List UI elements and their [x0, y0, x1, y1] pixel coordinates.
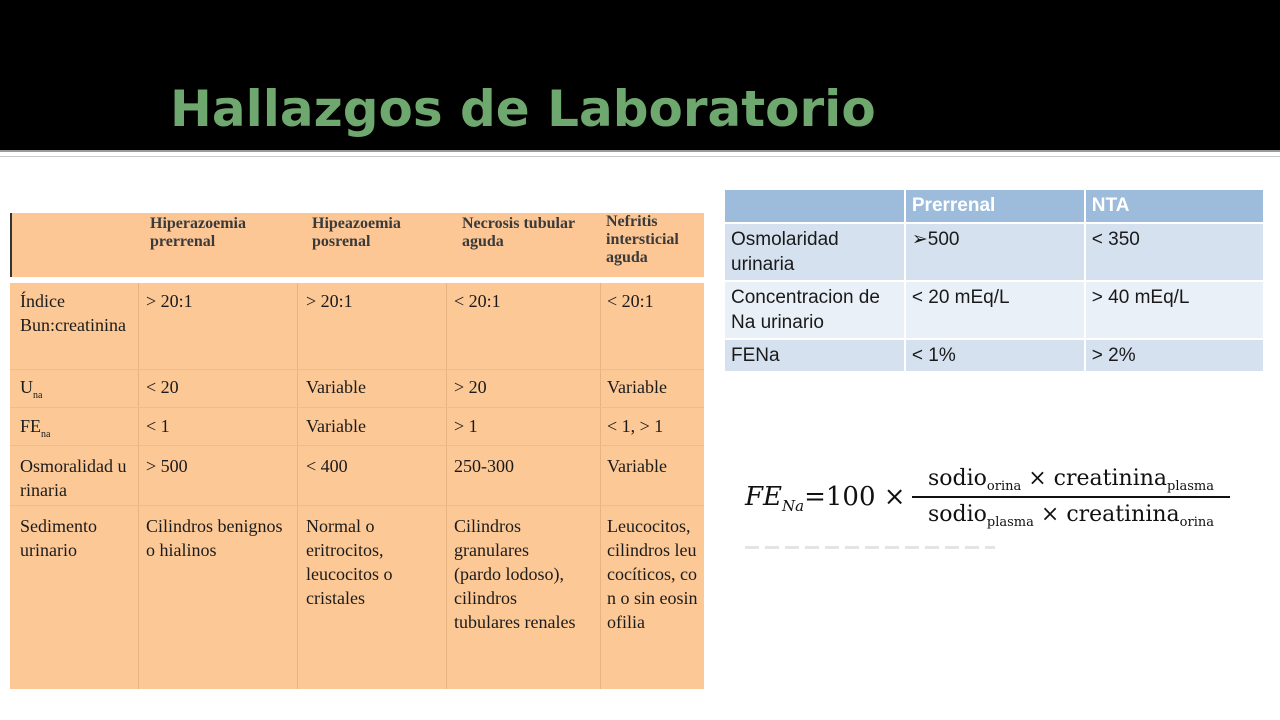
formula-lhs: $FE_{Na}=100$ × [745, 482, 906, 515]
row-label-fena: $FE_{na}$ [20, 416, 51, 440]
cell-value: < 1, > 1 [607, 416, 664, 436]
formula-fraction [910, 462, 1232, 532]
cell-value: Normal o eritrocitos, leucocitos o cristales [306, 516, 393, 608]
cell-value: < 20:1 [454, 291, 501, 311]
table-row [725, 281, 1264, 339]
cell-value: > 20:1 [146, 291, 193, 311]
cell-value: Cilindros granulares (pardo lodoso), cilindros tubulares renales [454, 516, 576, 632]
cell-value: < 400 [306, 456, 348, 476]
row-label-osmoralidad: Osmoralidad urinaria [20, 456, 127, 500]
left-table-body [10, 283, 704, 689]
cell-value: > 1 [454, 416, 478, 436]
header-hipeazoemia-posrenal: Hipeazoemia posrenal [312, 215, 401, 250]
table-row [725, 339, 1264, 371]
column-divider [138, 283, 139, 689]
right-comparison-table [725, 190, 1265, 371]
left-table-header [10, 213, 704, 277]
header-empty [725, 190, 905, 223]
row-label-osmolaridad: Osmolaridad urinaria [725, 223, 905, 281]
cell-value: < 20 mEq/L [905, 281, 1085, 339]
cell-value: > 2% [1085, 339, 1264, 371]
faint-cropped-text [745, 546, 995, 549]
cell-value: > 40 mEq/L [1085, 281, 1264, 339]
header-nefritis-intersticial: Nefritis intersticial aguda [606, 213, 679, 266]
header-hiperazoemia-prerrenal: Hiperazoemia prerrenal [150, 215, 246, 250]
row-label-fena: FENa [725, 339, 905, 371]
cell-value: ➢500 [905, 223, 1085, 281]
cell-value: > 500 [146, 456, 188, 476]
cell-value: < 350 [1085, 223, 1264, 281]
slide-title: Hallazgos de Laboratorio [170, 80, 876, 138]
cell-value: Variable [607, 456, 667, 476]
row-divider [10, 445, 704, 446]
cell-value: > 20 [454, 377, 487, 397]
cell-value: Variable [306, 416, 366, 436]
divider-line-thin [0, 156, 1280, 157]
cell-value: < 1 [146, 416, 170, 436]
cell-value: Variable [306, 377, 366, 397]
fena-formula [745, 462, 1245, 542]
cell-value: < 20 [146, 377, 179, 397]
cell-value: > 20:1 [306, 291, 353, 311]
header-nta: NTA [1085, 190, 1264, 223]
cell-value: < 1% [905, 339, 1085, 371]
formula-numerator: sodio$_{orina}$ × creatinina$_{plasma}$ [928, 466, 1214, 494]
divider-line [0, 150, 1280, 152]
cell-value: Leucocitos, cilindros leucocíticos, con o sin eosinofilia [607, 516, 698, 632]
cell-value: Variable [607, 377, 667, 397]
arrow-bullet-icon: ➢ [911, 229, 928, 250]
row-label-indice-bun: Índice Bun:creatinina [20, 291, 126, 335]
header-necrosis-tubular: Necrosis tubular aguda [462, 215, 575, 250]
cell-value: 250-300 [454, 456, 514, 476]
column-divider [600, 283, 601, 689]
column-divider [297, 283, 298, 689]
row-label-concentracion: Concentracion de Na urinario [725, 281, 905, 339]
column-divider [446, 283, 447, 689]
header-prerrenal: Prerrenal [905, 190, 1085, 223]
cell-value: Cilindros benignos o hialinos [146, 516, 283, 560]
row-divider [10, 369, 704, 370]
cell-value: < 20:1 [607, 291, 654, 311]
formula-denominator: sodio$_{plasma}$ × creatinina$_{orina}$ [928, 502, 1214, 530]
row-label-una: $U_{na}$ [20, 377, 43, 401]
table-row [725, 223, 1264, 281]
row-divider [10, 505, 704, 506]
row-divider [10, 407, 704, 408]
row-label-sedimento: Sedimento urinario [20, 516, 97, 560]
